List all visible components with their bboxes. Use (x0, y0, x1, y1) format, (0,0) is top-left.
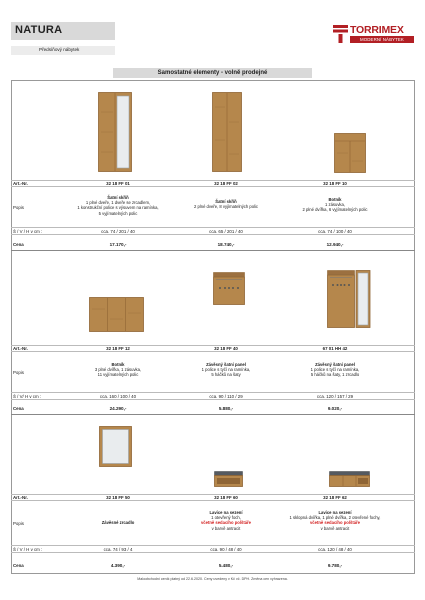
row-divider (11, 186, 415, 187)
section-title-bar (113, 68, 312, 78)
description-line: 1 otevřený foch, (211, 515, 241, 521)
product-code: 32 18 FF 62 (323, 495, 347, 500)
description-line: 1 zásuvka, (324, 202, 346, 208)
popis-label: Popis (13, 521, 24, 526)
product-dimensions: cca. 160 / 100 / 40 (99, 394, 137, 399)
product-name: Závěsný šatní panel (206, 362, 246, 367)
collection-title: NATURA (15, 24, 63, 36)
art-nr-label: Art.-Nr. (13, 495, 28, 500)
product-description (63, 195, 173, 216)
product-dimensions: cca. 74 / 100 / 40 (318, 229, 352, 234)
product-dimensions: cca. 120 / 48 / 40 (318, 547, 352, 552)
product-description (171, 199, 281, 209)
dimensions-label: Š / V / H v cm : (13, 547, 43, 552)
bench-small-icon (214, 471, 243, 487)
product-name: Lavice na sezení (318, 510, 352, 515)
description-line: 1 konstrukční police s výsuvem na ramínka, (77, 205, 159, 211)
brand-tagline: MODERNÍ NÁBYTEK (350, 36, 414, 43)
product-description (171, 362, 281, 378)
price-label: Cena (13, 406, 24, 411)
product-code: 32 18 FF 40 (214, 346, 238, 351)
collection-subtitle: Předsíňový nábytek (39, 47, 80, 52)
row-divider (11, 545, 415, 546)
description-highlight: včetně sedacího polštáře (309, 520, 361, 526)
row-divider (11, 351, 415, 352)
product-name: Botník (328, 197, 342, 202)
product-dimensions: cca. 90 / 110 / 29 (209, 394, 243, 399)
product-dimensions: cca. 74 / 93 / 4 (103, 547, 133, 552)
product-code: 32 18 FF 10 (323, 181, 347, 186)
product-dimensions: cca. 65 / 201 / 40 (209, 229, 243, 234)
mirror-icon (99, 426, 132, 467)
description-line: 5 háčků na šaty (211, 372, 241, 378)
product-code: 32 18 FF 12 (106, 346, 130, 351)
wall-panel-icon (213, 272, 245, 305)
product-price: 5.880,- (218, 406, 234, 411)
product-code: 32 18 FF 60 (214, 495, 238, 500)
row-divider (11, 227, 415, 228)
description-line: 5 vyjímatelných polic (98, 210, 138, 216)
block-divider (11, 414, 415, 415)
dimensions-label: Š / V/ H v cm : (13, 394, 42, 399)
product-name: Botník (111, 362, 125, 367)
product-description (280, 197, 390, 213)
collection-title-bar (11, 22, 115, 40)
product-name: Šatní skříň (107, 195, 129, 200)
description-line: v barvě antracit (211, 525, 241, 531)
row-divider (11, 234, 415, 235)
wardrobe-mirror-icon (98, 92, 132, 172)
product-price: 18.740,- (217, 242, 235, 247)
shoe-cabinet-icon (334, 133, 366, 173)
product-price: 12.940,- (326, 242, 344, 247)
dimensions-label: Š / V / H v cm : (13, 229, 43, 234)
product-dimensions: cca. 74 / 201 / 40 (101, 229, 135, 234)
description-line: 2 plné dvířka, 6 vyjímatelných polic (302, 207, 368, 213)
description-line: 1 police s tyčí na ramínka, (201, 367, 251, 373)
wall-panel-mirror-icon (327, 270, 371, 328)
bench-large-icon (329, 471, 370, 487)
product-price: 24.290,- (109, 406, 127, 411)
row-divider (11, 500, 415, 501)
popis-label: Popis (13, 370, 24, 375)
product-name: Lavice na sezení (209, 510, 243, 515)
art-nr-label: Art.-Nr. (13, 181, 28, 186)
product-name: Závěsné zrcadlo (101, 520, 135, 525)
collection-subtitle-bar (11, 46, 115, 55)
section-title: Samostatné elementy - volně prodejné (157, 70, 268, 76)
row-divider (11, 552, 415, 553)
price-label: Cena (13, 563, 24, 568)
product-price: 17.170,- (109, 242, 127, 247)
description-line: 5 háčků na šaty, 1 zrcadlo (310, 372, 360, 378)
wardrobe-icon (212, 92, 242, 172)
price-label: Cena (13, 242, 24, 247)
product-dimensions: cca. 120 / 157 / 29 (316, 394, 354, 399)
description-line: 1 plné dveře, 1 dveře se zrcadlem, (85, 200, 151, 206)
product-dimensions: cca. 90 / 48 / 40 (210, 547, 242, 552)
product-description (280, 510, 390, 531)
popis-label: Popis (13, 205, 24, 210)
product-code: 67 01 HH 42 (322, 346, 348, 351)
product-code: 32 18 FF 01 (106, 181, 130, 186)
product-code: 32 18 FF 50 (106, 495, 130, 500)
block-divider (11, 250, 415, 251)
description-line: 2 plné dveře, 8 vyjímatelných polic (193, 204, 258, 210)
brand-name: TORRIMEX (350, 24, 404, 36)
product-code: 32 18 FF 02 (214, 181, 238, 186)
product-price: 4.390,- (110, 563, 126, 568)
description-line: 3 plné dvířka, 1 zásuvka, (94, 367, 142, 373)
product-description (63, 362, 173, 378)
description-line: 1 sklopná dvířka, 1 plné dvířka, 2 otevřené fochy, (289, 515, 381, 521)
art-nr-label: Art.-Nr. (13, 346, 28, 351)
product-price: 5.480,- (218, 563, 234, 568)
description-line: v barvě antracit (320, 525, 350, 531)
row-divider (11, 399, 415, 400)
product-name: Šatní skříň (215, 199, 237, 204)
product-description (63, 520, 173, 525)
description-highlight: včetně sedacího polštáře (200, 520, 252, 526)
description-line: 1 police s tyčí na ramínka, (310, 367, 360, 373)
row-divider (11, 392, 415, 393)
product-description (280, 362, 390, 378)
product-name: Závěsný šatní panel (315, 362, 355, 367)
brand-logo-icon (333, 25, 348, 43)
description-line: 11 vyjímatelných polic (97, 372, 139, 378)
product-price: 9.780,- (327, 563, 343, 568)
price-list-footer-note: Maloobchodní ceník platný od 22.6.2020. Ceny uvedeny v Kč vč. DPH. Změna cen vyhrazena. (137, 577, 288, 581)
product-price: 9.020,- (327, 406, 343, 411)
product-description (171, 510, 281, 531)
sideboard-icon (89, 297, 144, 332)
brand-logo (333, 23, 415, 47)
